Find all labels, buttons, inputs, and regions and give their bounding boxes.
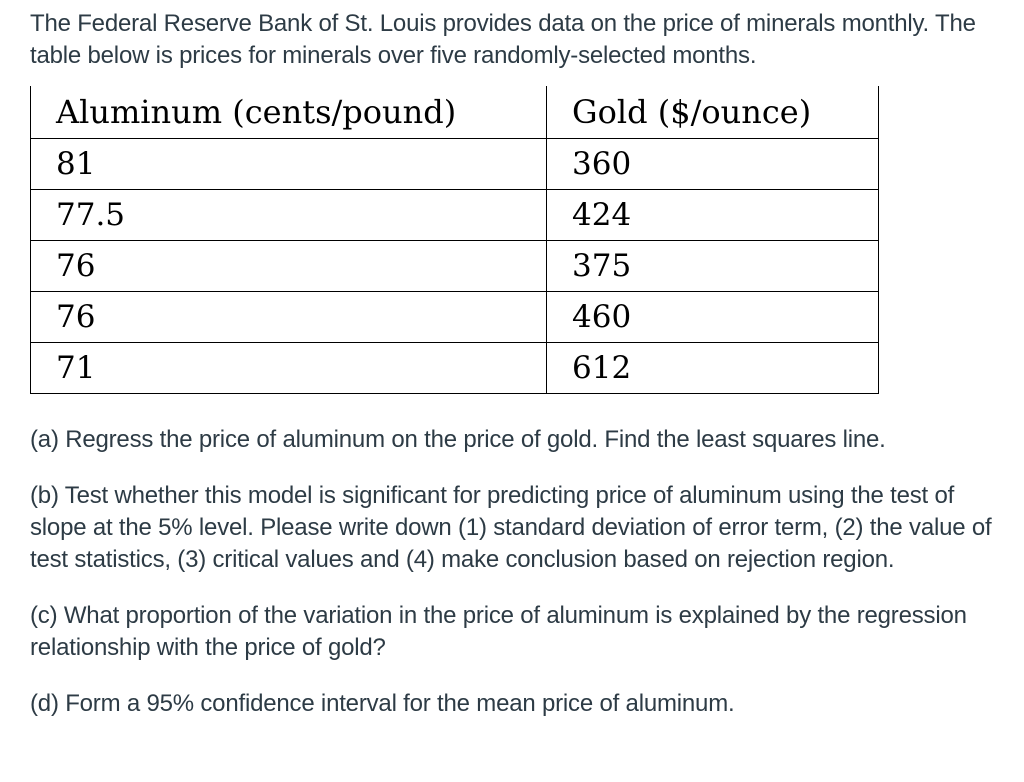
aluminum-cell: 71 [31, 342, 547, 393]
gold-cell: 424 [547, 189, 879, 240]
question-b: (b) Test whether this model is significant for predicting price of aluminum using the test of slope at the 5% level. Please write down (1) standard deviation of error term, (2) the value of test statistics, (3) critical values and (4) make conclusion based on rejection region. [30, 481, 992, 573]
gold-cell: 460 [547, 291, 879, 342]
question-a: (a) Regress the price of aluminum on the price of gold. Find the least squares line. [30, 425, 886, 453]
intro-paragraph: The Federal Reserve Bank of St. Louis provides data on the price of minerals monthly. The table below is prices for minerals over five randomly-selected months. [30, 10, 976, 69]
problem-page [30, 8, 1010, 744]
gold-column-header: Gold ($/ounce) [547, 86, 879, 138]
questions-list [30, 424, 1010, 720]
gold-cell: 612 [547, 342, 879, 393]
question-d: (d) Form a 95% confidence interval for the mean price of aluminum. [30, 689, 735, 717]
table-row [31, 240, 879, 291]
aluminum-cell: 76 [31, 240, 547, 291]
table-row [31, 138, 879, 189]
table-header-row [31, 86, 879, 138]
aluminum-cell: 76 [31, 291, 547, 342]
table-row [31, 342, 879, 393]
table-row [31, 189, 879, 240]
table-row [31, 291, 879, 342]
aluminum-cell: 81 [31, 138, 547, 189]
question-c: (c) What proportion of the variation in the price of aluminum is explained by the regression relationship with the price of gold? [30, 601, 967, 661]
aluminum-column-header: Aluminum (cents/pound) [31, 86, 547, 138]
gold-cell: 375 [547, 240, 879, 291]
aluminum-cell: 77.5 [31, 189, 547, 240]
minerals-price-table [30, 86, 879, 394]
gold-cell: 360 [547, 138, 879, 189]
